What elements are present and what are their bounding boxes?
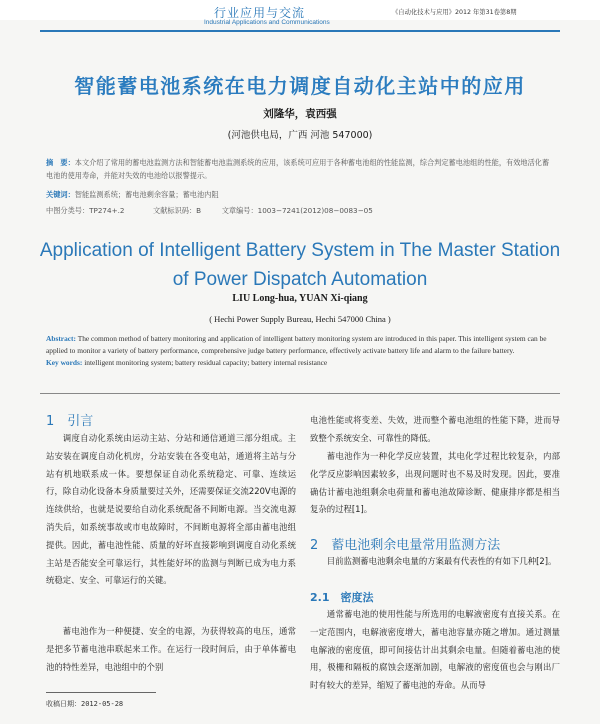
document-code: 文献标识码：B [153, 206, 202, 215]
paper-title-en: Application of Intelligent Battery System in The Master Station of Power Dispatch Automation [39, 240, 561, 290]
abstract-cn-label: 摘 要： [46, 158, 75, 167]
affiliation-en: ( Hechi Power Supply Bureau, Hechi 547000 China ) [209, 314, 391, 324]
journal-issue: 《自动化技术与应用》2012 年第31卷第8期 [392, 9, 517, 16]
abstract-cn [46, 157, 556, 182]
header-rule [40, 30, 560, 32]
section-1-paragraph-2: 蓄电池作为一种便捷、安全的电源，为获得较高的电压，通常是把多节蓄电池串联起来工作。在运行一段时间后，由于单体蓄电池的特性差异，电池组中的个别 [46, 626, 296, 672]
section-divider [40, 393, 560, 394]
abstract-en-label: Abstract: [46, 334, 76, 343]
section-1-paragraph-1: 调度自动化系统由运动主站、分站和通信通道三部分组成。主站安装在调度自动化机房，分站安装在各变电站，通道将主站与分站有机地联系成一体。要想保证自动化系统稳定、可靠、连续运行，除自动化设备本身质量要过关外，还需要保证交流220V电源的连续供给，也就是说要给自动化系统配备不间断电源。当交流电源消失后，如系统事故或市电故障时，不间断电源将全部由蓄电池组提供。因此，蓄电池性能、质量的好坏直接影响到调度自动化系统主站是否能安全可靠运行，其性能好坏的监测与判断已成为电力系统稳定、安全、可靠运行的关键。 [46, 433, 296, 586]
paper-title-cn: 智能蓄电池系统在电力调度自动化主站中的应用 [74, 74, 526, 98]
article-number: 文章编号：1003−7241(2012)08−0083−05 [221, 206, 373, 215]
section-2-intro: 目前监测蓄电池剩余电量的方案最有代表性的有如下几种[2]。 [326, 556, 557, 566]
keywords-en-label: Key words: [46, 358, 83, 368]
keywords-cn [46, 189, 556, 202]
classification-line [46, 205, 556, 218]
received-date: 收稿日期：2012-05-28 [46, 700, 124, 708]
abstract-en [46, 333, 556, 370]
footnote-rule [46, 692, 156, 693]
keywords-en-text: intelligent monitoring system; battery residual capacity; battery internal resistance [84, 358, 328, 368]
authors-en: LIU Long-hua, YUAN Xi-qiang [232, 293, 368, 304]
authors-cn: 刘隆华，袁西强 [263, 108, 337, 120]
keywords-cn-label: 关键词： [46, 190, 75, 199]
section-2-1-paragraph-1: 通常蓄电池的使用性能与所选用的电解液密度有直接关系。在一定范围内，电解液密度增大，蓄电池容量亦随之增加。通过测量电解液的密度值，即可间接估计出其剩余电量。但随着蓄电池的使用，极栅和隔板的腐蚀会逐渐加剧，电解液的密度值也会与刚出厂时有较大的差异，缩短了蓄电池的寿命。从而导 [310, 609, 560, 691]
abstract-cn-text: 本文介绍了常用的蓄电池监测方法和智能蓄电池监测系统的应用，该系统可应用于各种蓄电池组的性能监测，综合判定蓄电池组的性能，有效地活化蓄电池的使用寿命，并能对失效的电池给以报警提示。 [46, 158, 550, 180]
affiliation-cn: (河池供电局，广西 河池 547000) [227, 130, 373, 141]
abstract-en-text: The common method of battery monitoring and application of intelligent battery monitoring system are introduced in this paper. This intelligent system can be applied to monitor a variety of battery performance, comprehensive judge battery performance, effectively activate battery life and alarm to the failure battery. [46, 334, 547, 356]
section-2-1-heading: 2.1 密度法 [310, 591, 374, 604]
journal-section-subtitle: Industrial Applications and Communications [204, 19, 330, 26]
keywords-cn-text: 智能监测系统；蓄电池剩余容量；蓄电池内阻 [74, 190, 219, 199]
section-2-heading: 2 蓄电池剩余电量常用监测方法 [310, 538, 501, 553]
section-1-paragraph-3: 电池性能或将变差、失效，进而整个蓄电池组的性能下降，进而导致整个系统安全、可靠性的降低。 [310, 415, 560, 443]
section-1-heading: 1 引言 [46, 414, 94, 429]
class-number: 中图分类号：TP274+.2 [46, 206, 125, 215]
journal-section-title: 行业应用与交流 [214, 6, 306, 20]
section-1-paragraph-4: 蓄电池作为一种化学反应装置，其电化学过程比较复杂，内部化学反应影响因素较多，出现问题时也不易及时发现。因此，要准确估计蓄电池组剩余电荷量和蓄电池故障诊断、健康排序都是相当复杂的过程[1]。 [310, 451, 560, 515]
